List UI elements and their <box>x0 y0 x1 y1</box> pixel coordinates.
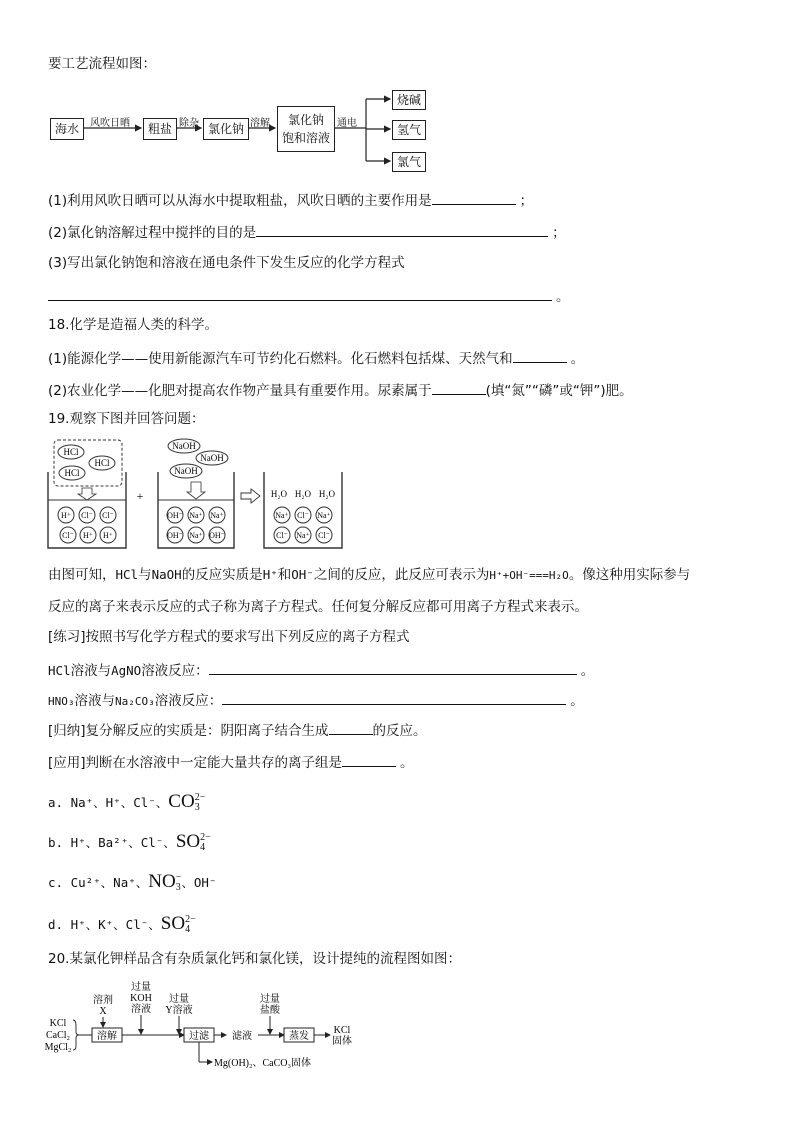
saturated-line2: 饱和溶液 <box>281 131 330 145</box>
formula: HCl <box>115 567 139 582</box>
naoh-label-3: NaOH <box>174 466 198 476</box>
crude-salt-box: 粗盐 <box>143 118 177 140</box>
formula: HCl <box>48 663 71 678</box>
q18-part2-text: (2)农业化学——化肥对提高农作物产量具有重要作用。尿素属于 <box>48 383 432 399</box>
q20-title: 20.某氯化钾样品含有杂质氯化钙和氯化镁，设计提纯的流程图如图： <box>48 951 461 967</box>
flow-label-dissolve: 溶解 <box>250 118 270 129</box>
water-label: H₂O <box>318 489 336 499</box>
beaker-result <box>264 472 342 548</box>
ion-na: Na⁺ <box>189 531 203 540</box>
hydrogen-box: 氢气 <box>392 120 426 140</box>
ion-cl: Cl⁻ <box>318 531 330 540</box>
q19-exercise-2 <box>48 690 584 711</box>
answer-blank[interactable] <box>48 286 552 301</box>
formula: OH⁻ <box>291 567 314 582</box>
result-arrow <box>241 489 260 503</box>
ion-symbol: SO <box>160 913 186 934</box>
q18-title: 18.化学是造福人类的科学。 <box>48 317 218 333</box>
ion-charge: 2− <box>185 913 196 925</box>
ion-charge: − <box>175 871 182 883</box>
q18-part2 <box>48 380 633 400</box>
flow-label-wind: 风吹日晒 <box>90 118 130 129</box>
text: 由图可知， <box>48 567 116 583</box>
text: 溶液与 <box>74 693 115 709</box>
ion-nitrate <box>148 871 181 892</box>
ion-symbol: NO <box>148 871 176 892</box>
answer-blank[interactable] <box>329 720 373 735</box>
ionic-equation: H⁺+OH⁻===H₂O <box>489 569 569 582</box>
naoh-label-2: NaOH <box>200 453 224 463</box>
hcl-label-3: HCl <box>64 468 80 478</box>
water-label: H₂O <box>294 489 312 499</box>
reagent-excess-1: 过量 <box>131 982 151 993</box>
q17-part3-end: 。 <box>556 289 570 305</box>
option-text: 、OH⁻ <box>181 875 217 890</box>
formula: HNO₃ <box>48 695 75 708</box>
q18-part1-end: 。 <box>570 351 585 367</box>
flow-label-electrolysis: 通电 <box>337 118 357 129</box>
ion-carbonate <box>168 791 205 812</box>
reagent-solvent: 溶剂 <box>93 995 113 1006</box>
option-d[interactable] <box>48 911 196 938</box>
formula: NaOH <box>151 567 182 582</box>
ion-symbol: CO <box>168 791 195 812</box>
ion-na: Na⁺ <box>210 511 224 520</box>
ion-cl: Cl⁻ <box>276 531 288 540</box>
ion-na: Na⁺ <box>189 511 203 520</box>
purification-flow-diagram <box>44 980 374 1072</box>
q17-part3-answer <box>48 286 570 306</box>
reagent-solution: 溶液 <box>131 1004 151 1015</box>
reagent-x: X <box>99 1006 107 1017</box>
formula: H⁺ <box>262 567 278 582</box>
nacl-box: 氯化钠 <box>203 118 249 140</box>
formula: AgNO <box>111 663 142 678</box>
input-mgcl2: MgCl₂ <box>44 1042 72 1053</box>
ion-oh: OH⁻ <box>209 531 225 540</box>
reagent-hcl: 盐酸 <box>260 1005 280 1016</box>
hcl-label-1: HCl <box>63 447 79 457</box>
caustic-soda-box: 烧碱 <box>392 90 426 110</box>
text: 与 <box>138 567 152 583</box>
q19-exercise-1 <box>48 660 594 680</box>
ion-cl: Cl⁻ <box>297 511 309 520</box>
reagent-y: Y溶液 <box>165 1005 193 1016</box>
q19-summary <box>48 720 427 740</box>
ion-na: Na⁺ <box>275 511 289 520</box>
option-text: a. Na⁺、H⁺、Cl⁻、 <box>48 795 169 810</box>
text: 溶液与 <box>70 663 112 679</box>
option-b[interactable] <box>48 829 211 856</box>
input-kcl: KCl <box>49 1018 67 1029</box>
filtrate-label: 滤液 <box>232 1031 252 1042</box>
q19-title: 19.观察下图并回答问题： <box>48 411 205 427</box>
ion-cl: Cl⁻ <box>81 511 93 520</box>
ion-charge: 2− <box>200 831 211 843</box>
ion-h: H⁺ <box>103 531 113 540</box>
chlorine-box: 氯气 <box>392 152 426 172</box>
answer-blank[interactable] <box>222 690 566 705</box>
ion-subscript: 3 <box>175 881 181 893</box>
q18-part1 <box>48 348 584 368</box>
q19-application <box>48 752 414 772</box>
option-a[interactable] <box>48 789 205 816</box>
formula: Na₂CO₃ <box>115 695 155 708</box>
text: 。像这种用实际参与 <box>568 567 691 583</box>
ion-subscript: 4 <box>185 923 191 935</box>
answer-blank[interactable] <box>256 222 548 237</box>
option-text: b. H⁺、Ba²⁺、Cl⁻、 <box>48 835 176 850</box>
input-cacl2: CaCl₂ <box>45 1030 71 1041</box>
q19-explanation-2: 反应的离子来表示反应的式子称为离子方程式。任何复分解反应都可用离子方程式来表示。 <box>48 599 588 615</box>
reagent-koh: KOH <box>130 993 152 1004</box>
text: 的反应。 <box>372 723 427 739</box>
ion-symbol: SO <box>175 831 201 852</box>
flow-label-purify: 除杂 <box>179 118 199 129</box>
product-solid: 固体 <box>332 1036 352 1047</box>
ion-subscript: 3 <box>194 801 200 813</box>
ion-h: H⁺ <box>83 531 93 540</box>
ion-sulfate <box>161 913 196 934</box>
answer-blank[interactable] <box>432 190 516 205</box>
reagent-excess-2: 过量 <box>169 994 189 1005</box>
text: 溶液反应： <box>141 663 209 679</box>
ion-sulfate <box>176 831 211 852</box>
plus-sign: + <box>136 489 144 503</box>
water-label: H₂O <box>270 489 288 499</box>
q17-part1-end: ； <box>519 193 534 209</box>
step-evaporate: 蒸发 <box>289 1031 309 1042</box>
ion-h: H⁺ <box>61 511 71 520</box>
q17-part2-text: (2)氯化钠溶解过程中搅拌的目的是 <box>48 225 257 241</box>
hcl-label-2: HCl <box>94 458 110 468</box>
q17-part2 <box>48 222 566 242</box>
text: 。 <box>570 693 584 709</box>
ion-cl: Cl⁻ <box>62 531 74 540</box>
text: [应用]判断在水溶液中一定能大量共存的离子组是 <box>48 755 343 771</box>
reagent-excess-3: 过量 <box>260 994 280 1005</box>
q18-part1-text: (1)能源化学——使用新能源汽车可节约化石燃料。化石燃料包括煤、天然气和 <box>48 351 513 367</box>
q17-part3: (3)写出氯化钠饱和溶液在通电条件下发生反应的化学方程式 <box>48 255 405 271</box>
option-text: c. Cu²⁺、Na⁺、 <box>48 875 149 890</box>
answer-blank[interactable] <box>342 752 396 767</box>
step-dissolve: 溶解 <box>97 1031 117 1042</box>
answer-blank[interactable] <box>513 348 567 363</box>
naoh-label-1: NaOH <box>172 441 196 451</box>
q19-practice: [练习]按照书写化学方程式的要求写出下列反应的离子方程式 <box>48 629 410 645</box>
precipitate-label: Mg(OH)₂、CaCO₃固体 <box>214 1058 311 1069</box>
text: 溶液反应： <box>154 693 223 709</box>
ion-subscript: 4 <box>200 841 206 853</box>
ion-reaction-diagram <box>44 436 364 554</box>
q17-part1-text: (1)利用风吹日晒可以从海水中提取粗盐，风吹日晒的主要作用是 <box>48 193 432 209</box>
q19-explanation-1 <box>48 566 690 585</box>
q17-part2-end: ； <box>552 225 566 241</box>
text: [归纳]复分解反应的实质是：阴阳离子结合生成 <box>48 723 329 739</box>
q18-part2-end: (填“氮”“磷”或“钾”)肥。 <box>485 383 633 399</box>
saturated-line1: 氯化钠 <box>287 113 324 127</box>
answer-blank[interactable] <box>432 380 486 395</box>
step-filter: 过滤 <box>189 1031 209 1042</box>
ion-oh: OH⁻ <box>167 531 183 540</box>
answer-blank[interactable] <box>209 660 577 675</box>
ion-oh: OH⁻ <box>167 511 183 520</box>
beaker-hcl <box>48 440 126 548</box>
text: 之间的反应，此反应可表示为 <box>313 567 490 583</box>
text: 。 <box>580 663 595 679</box>
ion-cl: Cl⁻ <box>102 511 114 520</box>
product-kcl: KCl <box>333 1025 351 1036</box>
text: 的反应实质是 <box>181 567 263 583</box>
q17-part1 <box>48 190 533 210</box>
option-text: d. H⁺、K⁺、Cl⁻、 <box>48 917 161 932</box>
ion-na: Na⁺ <box>296 531 310 540</box>
flow1-arrows <box>0 0 794 200</box>
beaker-naoh <box>158 439 234 548</box>
text: 。 <box>400 755 414 771</box>
text: 和 <box>277 567 292 583</box>
option-c[interactable] <box>48 869 216 896</box>
ion-charge: 2− <box>194 791 206 803</box>
ion-na: Na⁺ <box>317 511 331 520</box>
sea-water-box: 海水 <box>50 118 84 140</box>
intro-text: 要工艺流程如图： <box>48 56 156 72</box>
